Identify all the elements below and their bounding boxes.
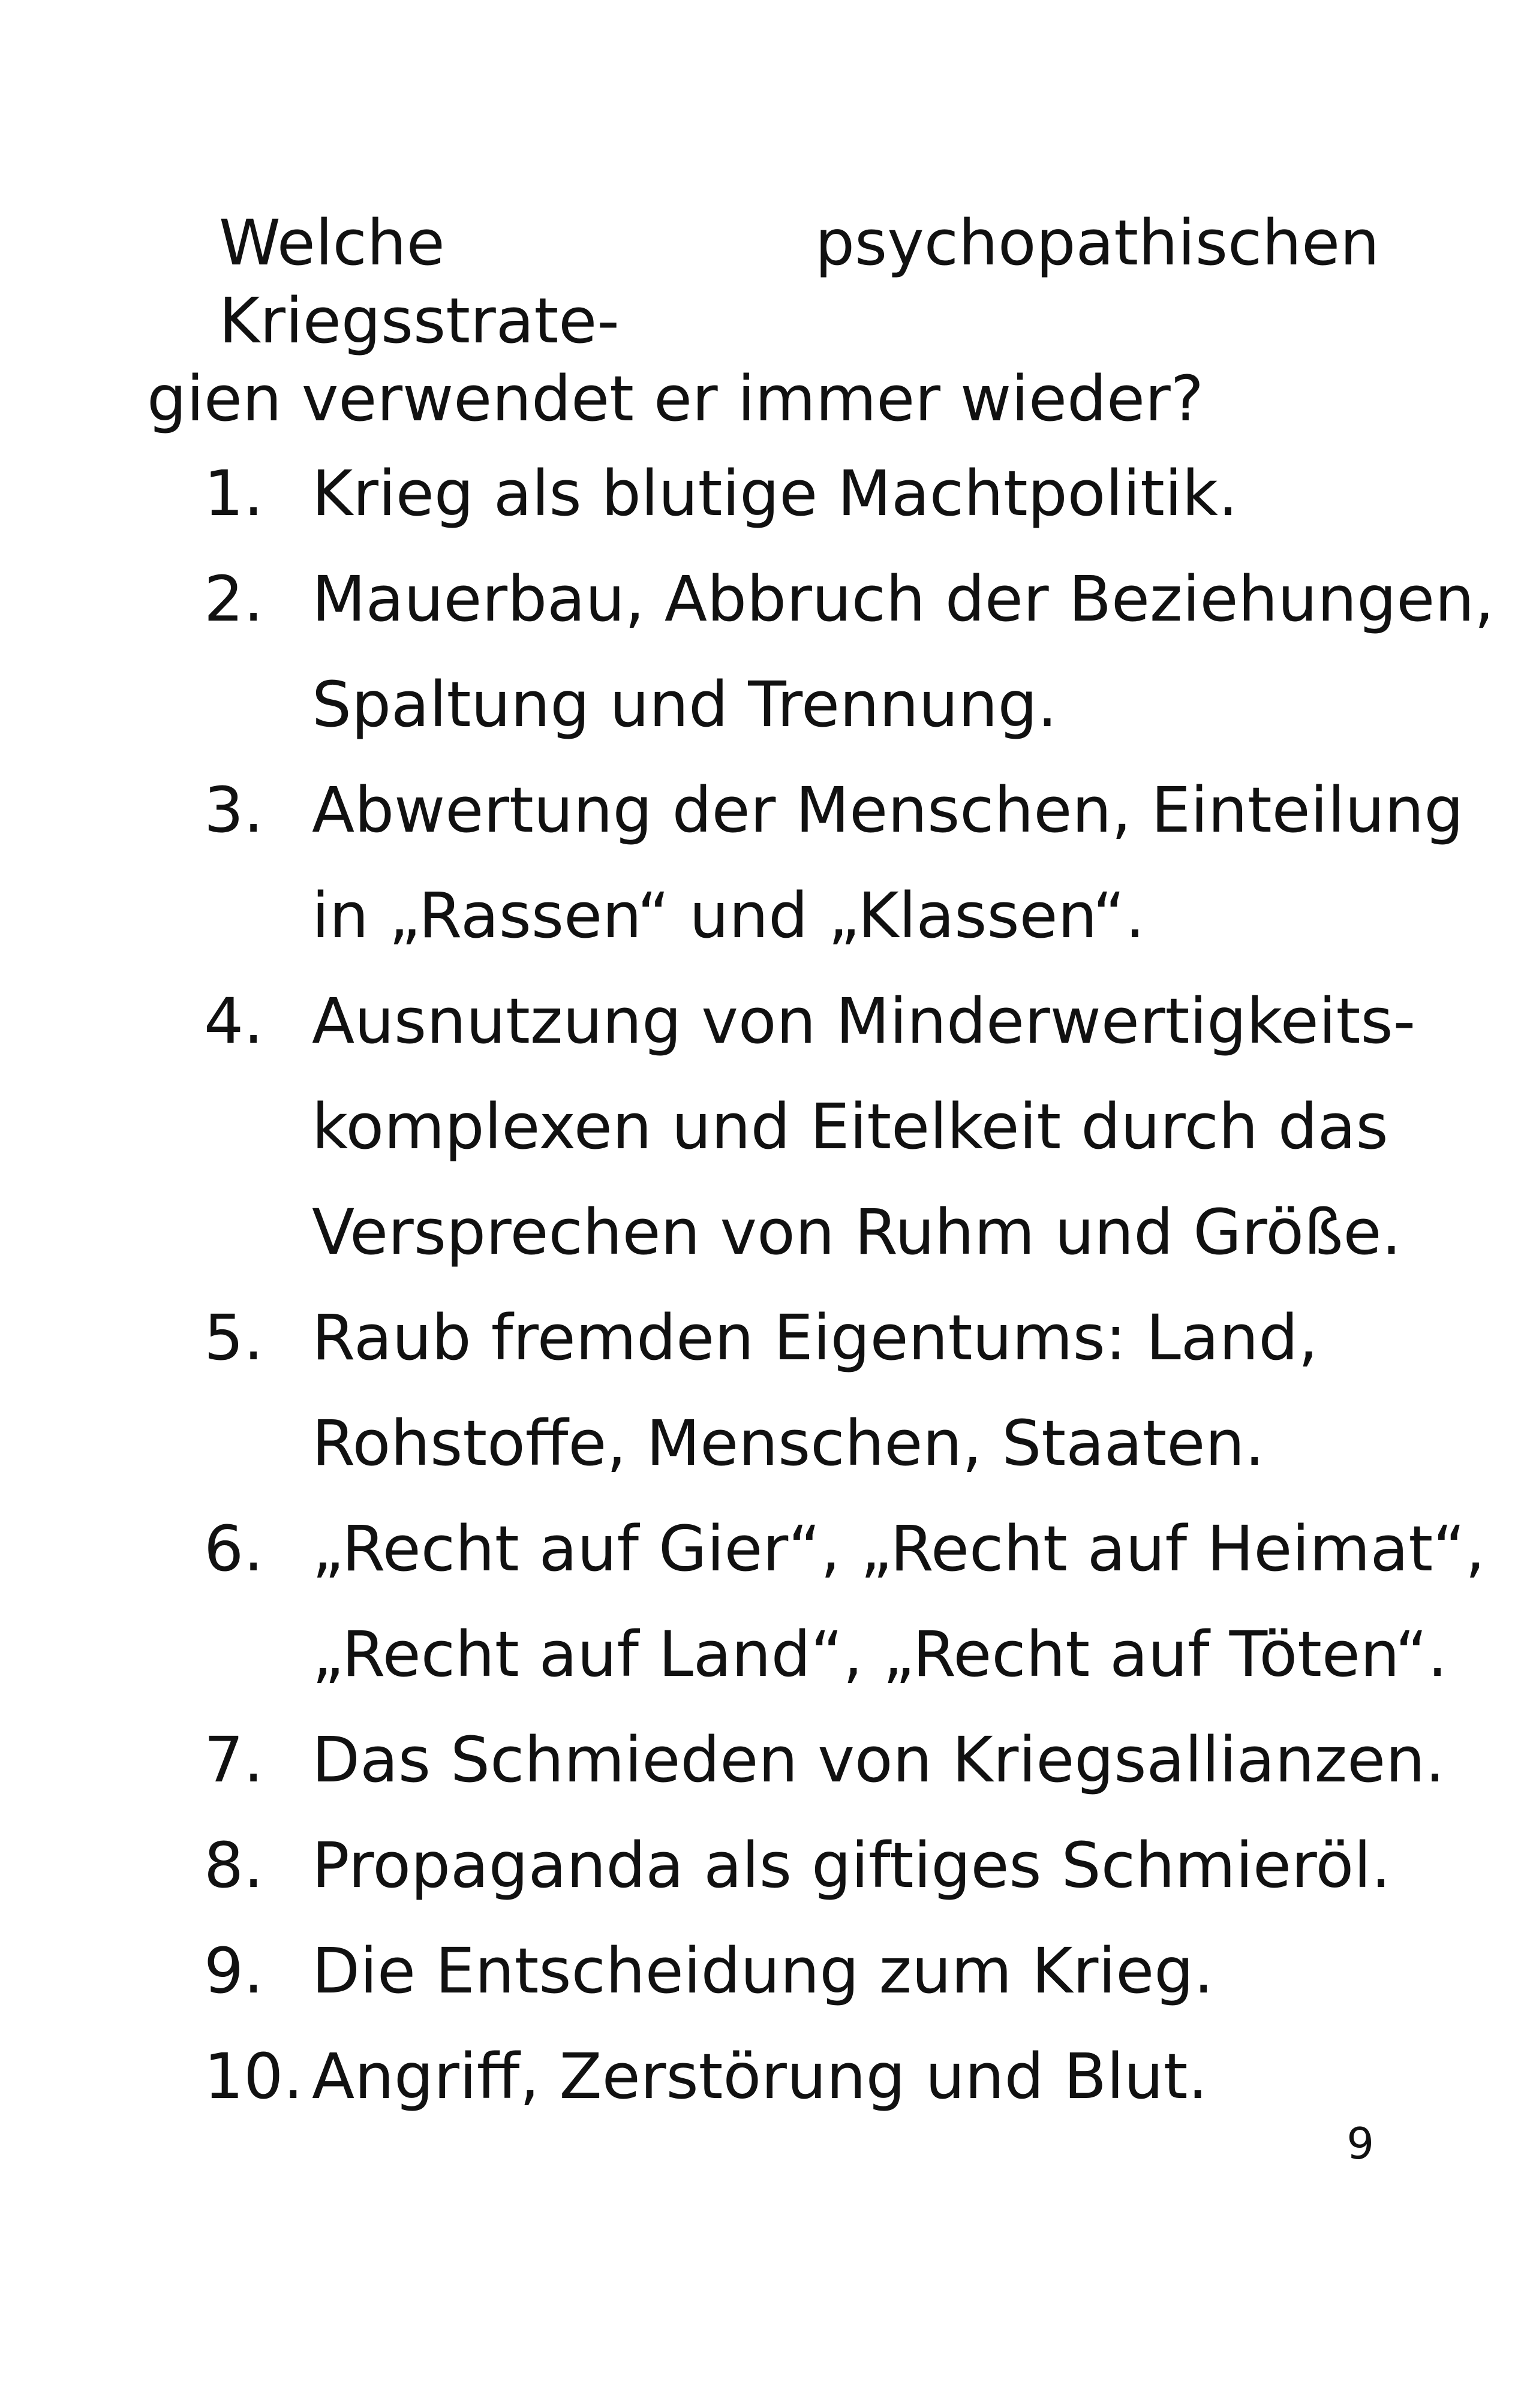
list-number: 6. <box>204 1512 264 1585</box>
strategy-list <box>204 441 1495 2129</box>
intro-line-1: Welche psychopathischen Kriegsstrate- <box>219 206 1379 357</box>
list-item-7 <box>204 1707 1445 1813</box>
list-number: 8. <box>204 1829 264 1902</box>
list-text: Krieg als blutige Machtpolitik. <box>312 457 1239 530</box>
list-text: Propaganda als giftiges Schmieröl. <box>312 1829 1391 1902</box>
list-number: 5. <box>204 1301 264 1374</box>
list-text: Ausnutzung von Minderwertigkeits- <box>312 985 1416 1058</box>
list-text: Das Schmieden von Kriegsallianzen. <box>312 1723 1445 1796</box>
list-item-3 <box>204 757 1464 968</box>
list-text: Mauerbau, Abbruch der Beziehungen, <box>312 562 1495 636</box>
intro-line-2: gien verwendet er immer wieder? <box>147 362 1204 435</box>
list-item-1 <box>204 441 1403 546</box>
list-number: 2. <box>204 562 264 636</box>
list-number: 7. <box>204 1723 264 1796</box>
intro-paragraph <box>147 204 1379 438</box>
list-number: 10. <box>204 2040 303 2113</box>
list-number: 3. <box>204 773 264 847</box>
list-text: Abwertung der Menschen, Einteilung <box>312 773 1464 847</box>
list-text: Rohstoffe, Menschen, Staaten. <box>312 1407 1265 1480</box>
list-item-5 <box>204 1285 1403 1496</box>
list-item-10 <box>204 2024 1403 2129</box>
list-item-9 <box>204 1918 1403 2024</box>
list-text: komplexen und Eitelkeit durch das <box>312 1090 1388 1163</box>
list-text: Raub fremden Eigentums: Land, <box>312 1301 1318 1374</box>
page-number: 9 <box>1346 2118 1374 2169</box>
list-number: 4. <box>204 985 264 1058</box>
list-text: in „Rassen“ und „Klassen“. <box>312 879 1145 952</box>
list-text: Spaltung und Trennung. <box>312 668 1057 741</box>
list-item-4 <box>204 968 1416 1285</box>
list-text: „Recht auf Gier“, „Recht auf Heimat“, <box>312 1512 1486 1585</box>
list-text: Angriff, Zerstörung und Blut. <box>312 2040 1208 2113</box>
list-text: Die Entscheidung zum Krieg. <box>312 1934 1214 2007</box>
list-item-2 <box>204 546 1495 757</box>
list-number: 9. <box>204 1934 264 2007</box>
list-item-8 <box>204 1813 1403 1918</box>
list-number: 1. <box>204 457 264 530</box>
list-item-6 <box>204 1496 1486 1707</box>
list-text: „Recht auf Land“, „Recht auf Töten“. <box>312 1618 1448 1691</box>
list-text: Versprechen von Ruhm und Größe. <box>312 1196 1402 1269</box>
